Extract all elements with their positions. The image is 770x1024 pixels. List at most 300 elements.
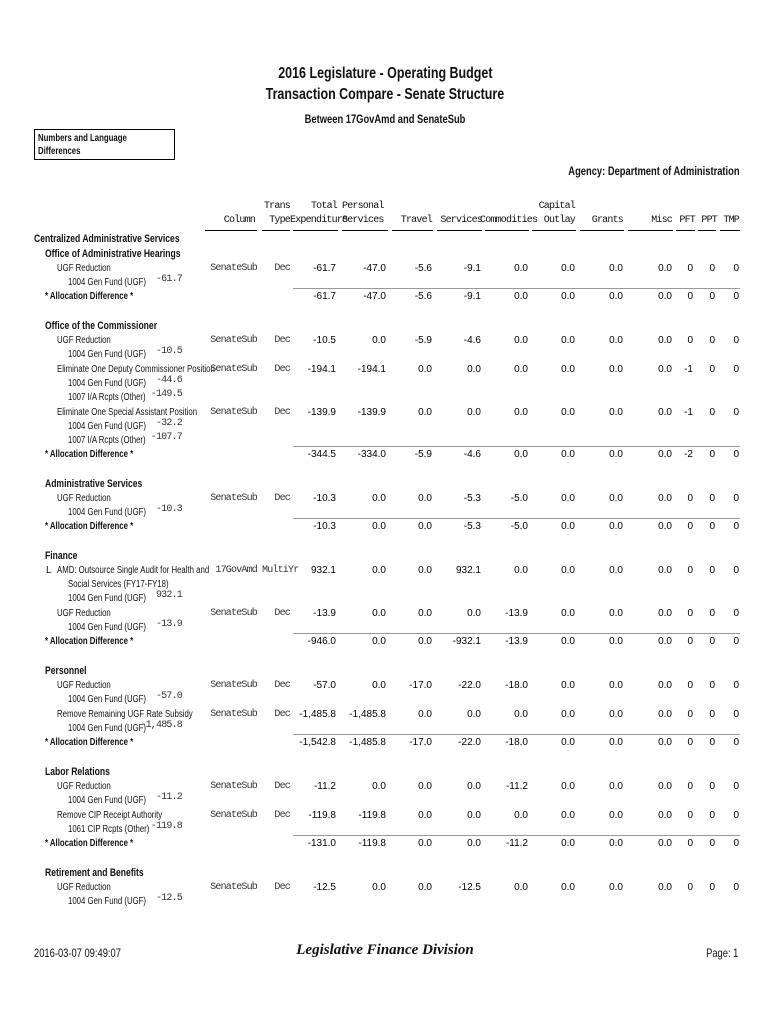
cell-total: -61.7 [313,263,336,274]
fund-amount: -119.8 [150,821,182,832]
fund-amount: -107.7 [150,432,182,443]
cell-services: 0.0 [467,838,481,849]
cell-tmp: 0 [733,407,739,418]
allocation-rule [293,734,740,735]
cell-misc: 0.0 [658,709,672,720]
cell-commodities: 0.0 [514,291,528,302]
allocation-rule [293,633,740,634]
cell-trans-type: Dec [274,263,290,274]
cell-misc: 0.0 [658,521,672,532]
cell-travel: 0.0 [418,608,432,619]
cell-total: -11.2 [313,781,336,792]
cell-tmp: 0 [733,521,739,532]
cell-total: -344.5 [307,449,336,460]
fund-amount: -1,485.8 [140,720,182,731]
cell-grants: 0.0 [609,737,623,748]
cell-trans-type: Dec [274,364,290,375]
cell-total: -946.0 [307,636,336,647]
cell-personal: -194.1 [357,364,386,375]
header-misc: Misc [651,215,672,226]
fund-amount: -32.2 [155,418,182,429]
transaction-label-cont: Social Services (FY17-FY18) [68,579,169,590]
cell-pft: 0 [687,810,693,821]
cell-commodities: 0.0 [514,263,528,274]
footer-division: Legislative Finance Division [296,942,474,958]
cell-total: -10.3 [313,521,336,532]
cell-misc: 0.0 [658,449,672,460]
header-underline [628,230,673,231]
cell-total: -61.7 [313,291,336,302]
allocation-rule [293,835,740,836]
header-underline [580,230,624,231]
department-name: Centralized Administrative Services [34,233,180,245]
cell-services: -9.1 [463,263,481,274]
cell-column: SenateSub [210,364,257,375]
cell-personal: -1,485.8 [349,709,386,720]
cell-capital: 0.0 [561,565,575,576]
section-title: Office of the Commissioner [45,320,158,332]
cell-trans-type: Dec [274,781,290,792]
cell-column: SenateSub [210,810,257,821]
cell-pft: 0 [687,709,693,720]
fund-row [0,375,770,392]
cell-tmp: 0 [733,449,739,460]
header-capital-outlay: Capital Outlay [538,201,575,226]
cell-travel: 0.0 [418,636,432,647]
cell-total: 932.1 [310,565,336,576]
cell-column: SenateSub [210,709,257,720]
fund-amount: -12.5 [155,893,182,904]
cell-total: -194.1 [307,364,336,375]
cell-tmp: 0 [733,737,739,748]
fund-row [0,893,770,910]
fund-row [0,691,770,708]
header-underline [293,230,338,231]
section-title: Retirement and Benefits [45,867,144,879]
cell-total: -1,542.8 [299,737,336,748]
cell-services: 0.0 [467,810,481,821]
cell-ppt: 0 [709,781,715,792]
cell-services: -12.5 [458,882,481,893]
cell-pft: 0 [687,493,693,504]
transaction-label: Eliminate One Special Assistant Position [57,407,198,418]
fund-amount: -10.5 [155,346,182,357]
header-underline [532,230,576,231]
cell-total: -12.5 [313,882,336,893]
cell-ppt: 0 [709,263,715,274]
section-title: Administrative Services [45,478,143,490]
header-underline [205,230,257,231]
cell-pft: 0 [687,680,693,691]
cell-services: 0.0 [467,407,481,418]
cell-misc: 0.0 [658,364,672,375]
cell-total: -13.9 [313,608,336,619]
allocation-rule [293,518,740,519]
transaction-label: UGF Reduction [57,781,111,792]
section-title: Office of Administrative Hearings [45,248,181,260]
cell-personal: -1,485.8 [349,737,386,748]
cell-capital: 0.0 [561,810,575,821]
cell-personal: 0.0 [372,521,386,532]
cell-grants: 0.0 [609,781,623,792]
header-commodities: Commodities [480,215,538,226]
cell-ppt: 0 [709,335,715,346]
transaction-row [0,608,770,622]
fund-amount: -44.6 [155,375,182,386]
cell-ppt: 0 [709,709,715,720]
cell-capital: 0.0 [561,709,575,720]
cell-travel: 0.0 [418,493,432,504]
cell-personal: 0.0 [372,493,386,504]
transaction-row [0,335,770,349]
header-column: Column [223,215,255,226]
cell-ppt: 0 [709,565,715,576]
lang-box-line-1: Numbers and Language [38,133,127,144]
cell-capital: 0.0 [561,493,575,504]
cell-misc: 0.0 [658,493,672,504]
fund-source: 1004 Gen Fund (UGF) [68,277,147,288]
cell-ppt: 0 [709,449,715,460]
cell-tmp: 0 [733,781,739,792]
cell-trans-type: Dec [274,882,290,893]
cell-trans-type: Dec [274,810,290,821]
cell-column: SenateSub [210,882,257,893]
cell-grants: 0.0 [609,608,623,619]
cell-commodities: -18.0 [505,680,528,691]
cell-personal: -47.0 [363,263,386,274]
header-underline [392,230,433,231]
cell-travel: 0.0 [418,565,432,576]
transaction-row [0,709,770,723]
cell-grants: 0.0 [609,709,623,720]
cell-travel: -5.9 [414,335,432,346]
cell-grants: 0.0 [609,882,623,893]
cell-total: -139.9 [307,407,336,418]
section-title: Finance [45,550,78,562]
cell-capital: 0.0 [561,291,575,302]
cell-personal: -119.8 [358,838,386,849]
cell-tmp: 0 [733,335,739,346]
cell-pft: 0 [687,565,693,576]
cell-tmp: 0 [733,709,739,720]
cell-travel: 0.0 [418,521,432,532]
cell-column: SenateSub [210,263,257,274]
allocation-difference-row [0,838,770,852]
transaction-label: UGF Reduction [57,263,111,274]
cell-commodities: -11.2 [505,838,528,849]
cell-trans-type: Dec [274,680,290,691]
cell-travel: 0.0 [418,364,432,375]
cell-travel: -5.9 [414,449,432,460]
fund-amount: -57.0 [155,691,182,702]
fund-amount: -149.5 [150,389,182,400]
cell-column: SenateSub [210,680,257,691]
section-title: Personnel [45,665,87,677]
header-personal-services: Personal Services [342,201,384,226]
fund-source: 1004 Gen Fund (UGF) [68,723,147,734]
header-underline [342,230,388,231]
cell-tmp: 0 [733,882,739,893]
cell-commodities: 0.0 [514,335,528,346]
cell-commodities: -13.9 [505,608,528,619]
fund-source: 1004 Gen Fund (UGF) [68,622,147,633]
allocation-difference-label: * Allocation Difference * [45,291,134,302]
cell-grants: 0.0 [609,263,623,274]
transaction-label: UGF Reduction [57,335,111,346]
cell-travel: -5.6 [414,291,432,302]
cell-grants: 0.0 [609,636,623,647]
cell-commodities: 0.0 [514,709,528,720]
cell-personal: -139.9 [357,407,386,418]
transaction-row [0,565,770,579]
fund-amount: -61.7 [155,274,182,285]
header-underline [485,230,529,231]
transaction-label: UGF Reduction [57,608,111,619]
cell-commodities: 0.0 [514,407,528,418]
cell-tmp: 0 [733,608,739,619]
fund-amount: -11.2 [155,792,182,803]
cell-pft: -2 [684,449,693,460]
cell-column: SenateSub [210,493,257,504]
cell-trans-type: Dec [274,709,290,720]
cell-pft: 0 [687,737,693,748]
cell-grants: 0.0 [609,449,623,460]
cell-personal: 0.0 [372,882,386,893]
cell-trans-type: MultiYr [262,565,299,576]
cell-pft: 0 [687,608,693,619]
transaction-row [0,680,770,694]
cell-trans-type: Dec [274,335,290,346]
allocation-difference-label: * Allocation Difference * [45,636,134,647]
cell-misc: 0.0 [658,737,672,748]
fund-source: 1004 Gen Fund (UGF) [68,593,147,604]
cell-services: -5.3 [463,521,481,532]
cell-travel: 0.0 [418,838,432,849]
fund-source: 1004 Gen Fund (UGF) [68,349,147,360]
cell-personal: -47.0 [363,291,386,302]
cell-pft: 0 [687,636,693,647]
cell-commodities: -5.0 [510,521,528,532]
transaction-label: UGF Reduction [57,882,111,893]
cell-ppt: 0 [709,838,715,849]
cell-pft: 0 [687,521,693,532]
cell-services: -5.3 [463,493,481,504]
cell-capital: 0.0 [561,608,575,619]
allocation-difference-row [0,737,770,751]
cell-pft: -1 [684,364,693,375]
transaction-label: AMD: Outsource Single Audit for Health and [57,565,210,576]
fund-source: 1004 Gen Fund (UGF) [68,507,147,518]
cell-services: 0.0 [467,364,481,375]
cell-travel: -5.6 [414,263,432,274]
report-between: Between 17GovAmd and SenateSub [304,112,466,126]
cell-capital: 0.0 [561,838,575,849]
cell-commodities: -5.0 [510,493,528,504]
header-services: Services [440,215,482,226]
fund-row [0,418,770,435]
cell-grants: 0.0 [609,407,623,418]
transaction-row [0,810,770,824]
cell-tmp: 0 [733,291,739,302]
cell-column: SenateSub [210,335,257,346]
transaction-row [0,493,770,507]
cell-ppt: 0 [709,407,715,418]
cell-ppt: 0 [709,608,715,619]
fund-source: 1004 Gen Fund (UGF) [68,421,147,432]
fund-source: 1004 Gen Fund (UGF) [68,795,147,806]
cell-misc: 0.0 [658,636,672,647]
section-title: Labor Relations [45,766,110,778]
transaction-label: Remove Remaining UGF Rate Subsidy [57,709,193,720]
cell-services: -22.0 [458,737,481,748]
cell-ppt: 0 [709,680,715,691]
cell-total: -1,485.8 [299,709,336,720]
cell-capital: 0.0 [561,521,575,532]
cell-services: -4.6 [463,449,481,460]
cell-services: -22.0 [458,680,481,691]
cell-tmp: 0 [733,838,739,849]
cell-tmp: 0 [733,493,739,504]
header-total-expenditure: Total Expenditure [290,201,348,226]
cell-misc: 0.0 [658,565,672,576]
cell-total: -131.0 [307,838,336,849]
cell-personal: 0.0 [372,636,386,647]
allocation-difference-row [0,291,770,305]
cell-capital: 0.0 [561,263,575,274]
cell-grants: 0.0 [609,364,623,375]
transaction-label: UGF Reduction [57,680,111,691]
cell-trans-type: Dec [274,407,290,418]
cell-pft: 0 [687,838,693,849]
cell-services: -4.6 [463,335,481,346]
header-tmp: TMP [723,215,739,226]
report-subtitle: Transaction Compare - Senate Structure [265,86,505,103]
fund-amount: -10.3 [155,504,182,515]
cell-column: SenateSub [210,608,257,619]
cell-trans-type: Dec [274,608,290,619]
transaction-label: Eliminate One Deputy Commissioner Position [57,364,215,375]
header-pft: PFT [679,215,695,226]
cell-services: 0.0 [467,608,481,619]
cell-travel: 0.0 [418,882,432,893]
transaction-row [0,364,770,378]
cell-tmp: 0 [733,263,739,274]
cell-column: 17GovAmd [215,565,257,576]
cell-ppt: 0 [709,882,715,893]
cell-personal: 0.0 [372,565,386,576]
allocation-difference-row [0,449,770,463]
fund-source: 1007 I/A Rcpts (Other) [68,392,146,403]
cell-capital: 0.0 [561,636,575,647]
cell-capital: 0.0 [561,781,575,792]
header-trans-type: Trans Type [263,201,290,226]
cell-personal: 0.0 [372,781,386,792]
cell-grants: 0.0 [609,335,623,346]
cell-total: -119.8 [308,810,336,821]
cell-grants: 0.0 [609,291,623,302]
report-header [0,63,770,127]
allocation-difference-label: * Allocation Difference * [45,521,134,532]
cell-personal: -334.0 [357,449,386,460]
transaction-row [0,263,770,277]
cell-capital: 0.0 [561,335,575,346]
allocation-rule [293,288,740,289]
agency-label: Agency: Department of Administration [568,164,740,178]
lang-box-line-2: Differences [38,146,81,157]
cell-travel: 0.0 [418,407,432,418]
cell-personal: -119.8 [358,810,386,821]
cell-misc: 0.0 [658,608,672,619]
cell-commodities: -13.9 [505,636,528,647]
numbers-language-box [34,129,175,160]
cell-ppt: 0 [709,364,715,375]
cell-grants: 0.0 [609,521,623,532]
fund-row [0,792,770,809]
cell-personal: 0.0 [372,335,386,346]
allocation-rule [293,446,740,447]
fund-source: 1004 Gen Fund (UGF) [68,378,147,389]
cell-travel: -17.0 [409,737,432,748]
header-underline [698,230,716,231]
allocation-difference-label: * Allocation Difference * [45,838,134,849]
allocation-difference-label: * Allocation Difference * [45,737,134,748]
cell-commodities: 0.0 [514,449,528,460]
cell-ppt: 0 [709,521,715,532]
cell-ppt: 0 [709,291,715,302]
cell-personal: 0.0 [372,680,386,691]
footer-page-number: Page: 1 [705,946,738,960]
header-travel: Travel [400,215,432,226]
cell-grants: 0.0 [609,680,623,691]
transaction-row [0,407,770,421]
cell-capital: 0.0 [561,449,575,460]
cell-commodities: 0.0 [514,364,528,375]
cell-commodities: 0.0 [514,882,528,893]
cell-pft: 0 [687,291,693,302]
cell-services: -9.1 [463,291,481,302]
cell-grants: 0.0 [609,565,623,576]
cell-tmp: 0 [733,810,739,821]
cell-ppt: 0 [709,636,715,647]
cell-grants: 0.0 [609,810,623,821]
cell-misc: 0.0 [658,680,672,691]
cell-pft: -1 [684,407,693,418]
cell-commodities: -18.0 [505,737,528,748]
cell-capital: 0.0 [561,737,575,748]
cell-tmp: 0 [733,364,739,375]
cell-pft: 0 [687,781,693,792]
cell-ppt: 0 [709,737,715,748]
fund-row [0,346,770,363]
cell-tmp: 0 [733,565,739,576]
cell-travel: 0.0 [418,781,432,792]
fund-amount: -13.9 [155,619,182,630]
fund-source: 1004 Gen Fund (UGF) [68,694,147,705]
cell-misc: 0.0 [658,291,672,302]
cell-pft: 0 [687,263,693,274]
cell-misc: 0.0 [658,810,672,821]
transaction-label: UGF Reduction [57,493,111,504]
cell-travel: 0.0 [418,709,432,720]
header-underline [720,230,740,231]
fund-source: 1007 I/A Rcpts (Other) [68,435,146,446]
cell-tmp: 0 [733,680,739,691]
cell-services: 932.1 [455,565,481,576]
cell-misc: 0.0 [658,263,672,274]
cell-total: -10.3 [313,493,336,504]
header-underline [676,230,695,231]
transaction-row [0,882,770,896]
